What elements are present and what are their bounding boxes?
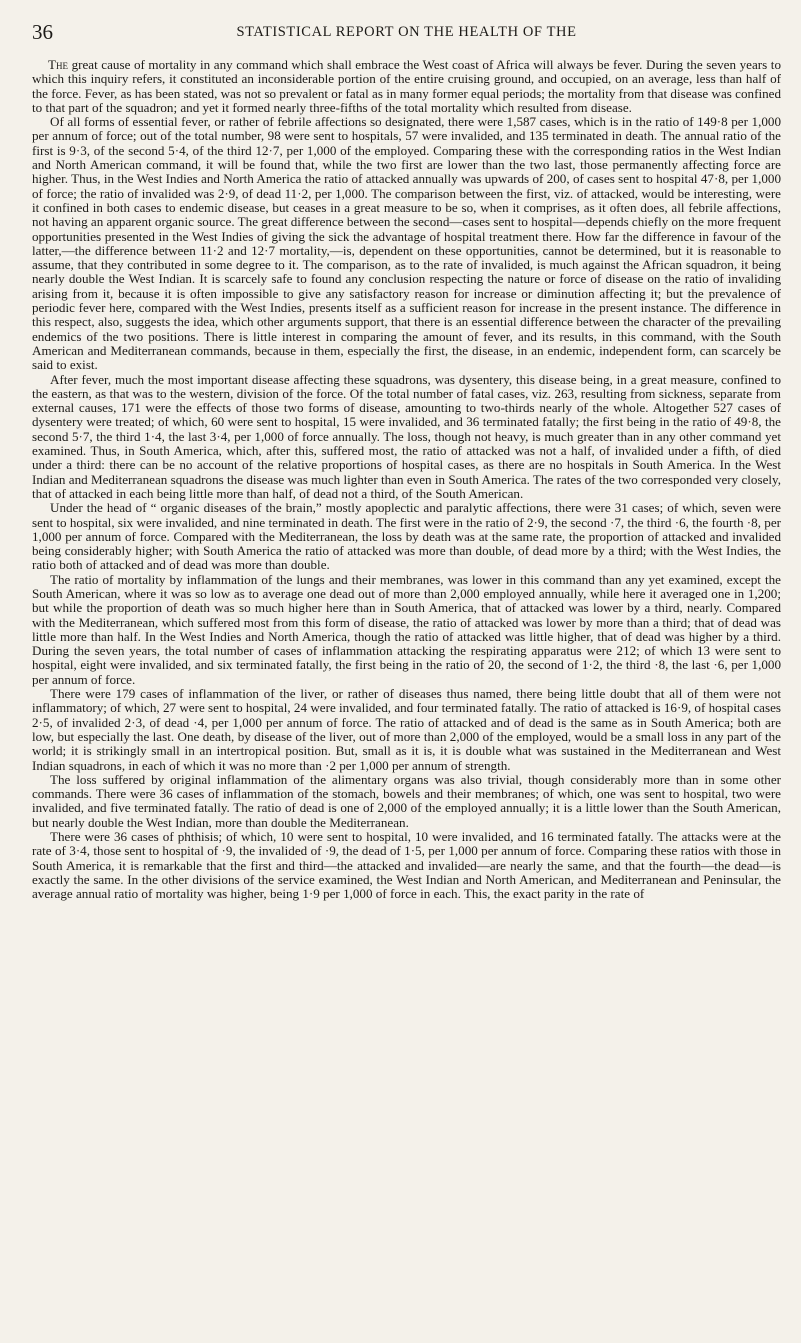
paragraph-3: After fever, much the most important disease affecting these squadrons, was dysentery, this disease being, in a great measure, confined to the eastern, as that was to the western, division of the force. Of the total number of fatal cases, viz. 263, resulting from sickness, separate from external causes, 171 were the effects of those two forms of disease, amounting to two-thirds nearly of the whole. Altogether 527 cases of dysentery were treated; of which, 60 were sent to hospital, 15 were invalided, and 36 terminated fatally; the first being in the ratio of 49·8, the second 5·7, the third 1·4, the last 3·4, per 1,000 of force annually. The loss, though not heavy, is much greater than in any other command yet examined. Thus, in South America, which, after this, suffered most, the ratio of attacked was not a half, of invalided under a fifth, of died under a third: there can be no account of the relative proportions of hospital cases, as there are no hospitals in South America. In the West Indian and Mediterranean squadrons the disease was much lighter than even in South America. The rates of the two corresponded very closely, that of attacked in each being little more than half, of dead not a third, of the South American. <box>32 371 781 501</box>
body-text <box>32 58 781 902</box>
paragraph-lead: The <box>48 57 68 72</box>
paragraph-7: The loss suffered by original inflammation of the alimentary organs was also trivial, though considerably more than in some other commands. There were 36 cases of inflammation of the stomach, bowels and their membranes; of which, one was sent to hospital, two were invalided, and five terminated fatally. The ratio of dead is one of 2,000 of the employed annually; it is a little lower than the South American, but nearly double the West Indian, more than double the Mediterranean. <box>32 771 781 830</box>
paragraph-5: The ratio of mortality by inflammation of the lungs and their membranes, was lower in this command than any yet examined, except the South American, where it was so low as to average one dead out of more than 2,000 employed annually, while here it averaged one in 1,200; but while the proportion of death was so much higher here than in South America, that of attacked was lower by a third, nearly. Compared with the Mediterranean, which suffered most from this form of disease, the ratio of attacked was lower by more than a third; that of dead was little more than half. In the West Indies and North America, though the ratio of attacked was little higher, that of dead was higher by a third. During the seven years, the total number of cases of inflammation attacking the respirating apparatus were 212; of which 13 were sent to hospital, eight were invalided, and six terminated fatally, the first being in the ratio of 20, the second of 1·2, the third ·8, the last ·6, per 1,000 per annum of force. <box>32 571 781 687</box>
page-number: 36 <box>32 20 53 44</box>
paragraph-text: great cause of mortality in any command which shall embrace the West coast of Africa will always be fever. During the seven years to which this inquiry refers, it constituted an inconsiderable portion of the entire cruising ground, and occupied, on an average, less than half of the force. Fever, as has been stated, was not so prevalent or fatal as in many former equal periods; the mortality from that disease was confined to that part of the squadron; and yet it formed nearly three-fifths of the total mortality which resulted from disease. <box>32 57 781 115</box>
page-header <box>32 18 781 48</box>
paragraph-4: Under the head of “ organic diseases of the brain,” mostly apoplectic and paralytic affections, there were 31 cases; of which, seven were sent to hospital, six were invalided, and nine terminated in death. The first were in the ratio of 2·9, the second ·7, the third ·6, the fourth ·8, per 1,000 per annum of force. Compared with the Mediterranean, the loss by death was at the same rate, the proportion of attacked and invalided being considerably higher; with South America the ratio of attacked was more than double, of dead more by a third; with the West Indies, the ratio both of attacked and of dead was more than double. <box>32 500 781 573</box>
running-head: STATISTICAL REPORT ON THE HEALTH OF THE <box>236 24 577 40</box>
paragraph-2: Of all forms of essential fever, or rather of febrile affections so designated, there were 1,587 cases, which is in the ratio of 149·8 per 1,000 per annum of force; out of the total number, 98 were sent to hospitals, 57 were invalided, and 135 terminated in death. The annual ratio of the first is 9·3, of the second 5·4, of the third 12·7, per 1,000 of the employed. Comparing these with the corresponding ratios in the West Indian and North American command, it will be found that, while the two first are lower than the two last, those permanently affecting force are higher. Thus, in the West Indies and North America the ratio of attacked annually was upwards of 200, of cases sent to hospital 47·8, per 1,000 of force; the ratio of invalided was 2·9, of dead 11·2, per 1,000. The comparison between the first, viz. of attacked, would be interesting, were it confined in both cases to endemic disease, but ceases in a great measure to be so, when it comprises, as it often does, all febrile affections, not having an apparent organic source. The great difference between the second—cases sent to hospital—depends chiefly on the more frequent opportunities presented in the West Indies of giving the sick the advantage of hospital treatment there. How far the difference in favour of the latter,—the difference between 11·2 and 12·7 mortality,—is, dependent on these opportunities, cannot be determined, but it is reasonable to assume, that they contributed in some degree to it. The comparison, as to the rate of invalided, is much against the African squadron, it being nearly double the West Indian. It is scarcely safe to found any conclusion respecting the nature or force of disease on the ratio of invaliding arising from it, because it is often impossible to give any satisfactory reason for increase or diminution affecting it; but the prevalence of periodic fever here, compared with the West Indies, presents itself as a sufficient reason for increase in the present instance. The difference in this respect, also, suggests the idea, which other arguments support, that there is an essential difference between the character of the prevailing endemics of the two positions. There is little interest in comparing the amount of fever, and its results, in this command, with the South American and Mediterranean commands, because in them, especially the first, the disease, in an endemic, independent form, can scarcely be said to exist. <box>32 114 781 373</box>
paragraph-6: There were 179 cases of inflammation of the liver, or rather of diseases thus named, there being little doubt that all of them were not inflammatory; of which, 27 were sent to hospital, 24 were invalided, and four terminated fatally. The ratio of attacked is 16·9, of hospital cases 2·5, of invalided 2·3, of dead ·4, per 1,000 per annum of force. The ratio of attacked and of dead is the same as in South America; both are low, but especially the last. One death, by disease of the liver, out of more than 2,000 of the employed, would be a small loss in any part of the world; it is strikingly small in an intertropical position. But, small as it is, it is double what was sustained in the Mediterranean and West Indian squadrons, in each of which it was no more than ·2 per 1,000 per annum of strength. <box>32 686 781 773</box>
paragraph-8: There were 36 cases of phthisis; of which, 10 were sent to hospital, 10 were invalided, and 16 terminated fatally. The attacks were at the rate of 3·4, those sent to hospital of ·9, the invalided of ·9, the dead of 1·5, per 1,000 per annum of force. Comparing these ratios with those in South America, it is remarkable that the first and third—the attacked and invalided—are nearly the same, and that the fourth—the dead—is exactly the same. In the other divisions of the service examined, the West Indian and North American, and Mediterranean and Peninsular, the average annual ratio of mortality was higher, being 1·9 per 1,000 of force in each. This, the exact parity in the rate of <box>32 829 781 902</box>
paragraph-1 <box>32 58 781 115</box>
